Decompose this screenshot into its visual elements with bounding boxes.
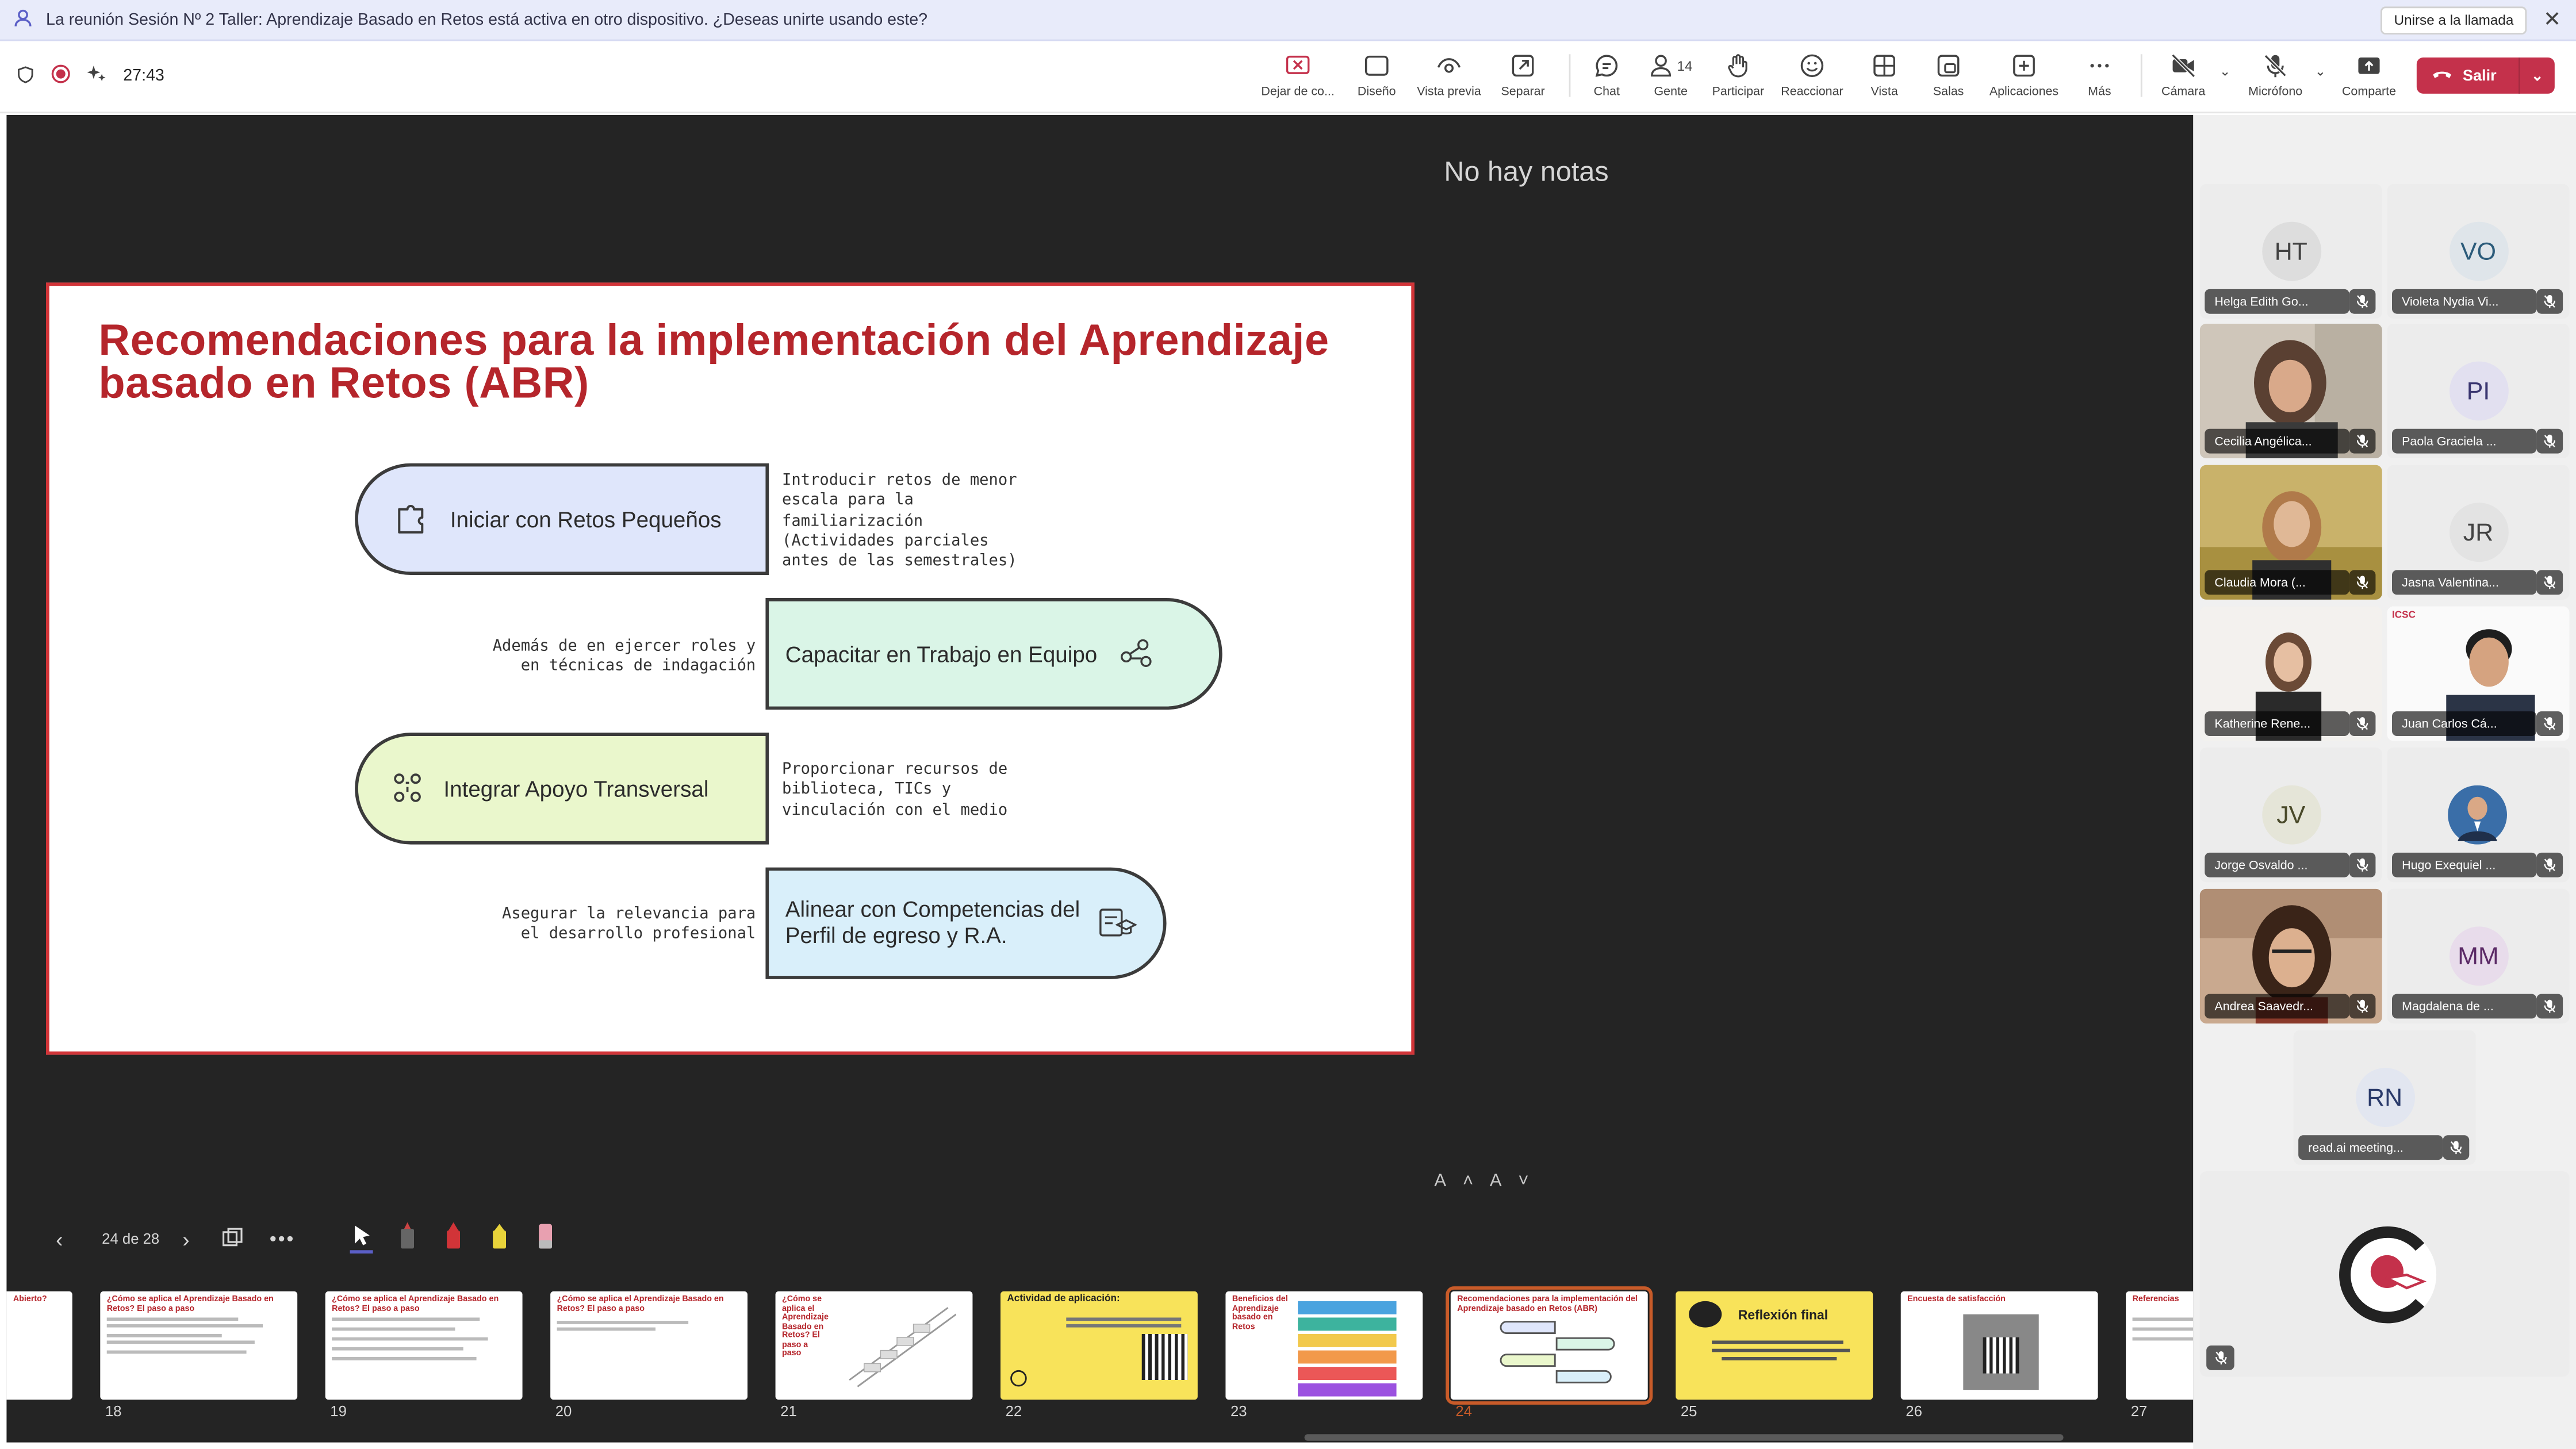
participant-name: Katherine Rene... (2205, 711, 2349, 736)
participant-tile[interactable] (2387, 465, 2569, 600)
pointer-arrow-icon (348, 1221, 375, 1254)
slide-number: 19 (330, 1403, 347, 1420)
view-icon (1871, 52, 1897, 79)
slide-thumbnail[interactable]: ¿Cómo se aplica el Aprendizaje Basado en Retos? El paso a paso (325, 1291, 523, 1400)
slide-thumbnail-strip (6, 1278, 2193, 1443)
toolbar-label: Micrófono (2248, 83, 2303, 99)
apps-icon (2011, 52, 2037, 79)
toolbar-label: Más (2088, 83, 2111, 99)
participants-gallery (2193, 115, 2576, 1449)
step-label: Capacitar en Trabajo en Equipo (785, 641, 1098, 666)
mic-muted-icon (2349, 853, 2376, 877)
tile-badge: ICSC (2392, 611, 2416, 621)
avatar: PI (2449, 362, 2508, 421)
participant-name: Juan Carlos Cá... (2392, 711, 2536, 736)
share-button[interactable] (2323, 49, 2415, 105)
slide-thumbnail[interactable]: Actividad de aplicación: (1000, 1291, 1198, 1400)
meeting-timer: 27:43 (123, 67, 164, 86)
participant-name: Jorge Osvaldo ... (2205, 853, 2349, 877)
mic-muted-icon (2349, 429, 2376, 454)
leave-button[interactable] (2417, 57, 2555, 94)
mic-muted-icon (2349, 994, 2376, 1019)
speaker-notes: No hay notas (1444, 156, 1609, 187)
slide-number: 22 (1005, 1403, 1022, 1420)
participant-name: Claudia Mora (... (2205, 570, 2349, 595)
microphone-options-chevron-icon[interactable]: ⌄ (2314, 64, 2326, 79)
toolbar-label: Gente (1654, 83, 1688, 99)
mic-off-icon (2262, 52, 2288, 79)
previous-slide-chevron-icon[interactable]: ‹ (56, 1226, 63, 1251)
toolbar-label: Vista (1870, 83, 1898, 99)
toolbar-label: Salas (1933, 83, 1964, 99)
stop-sharing-button[interactable] (1252, 49, 1344, 105)
slide-number: 21 (780, 1403, 797, 1420)
avatar: JR (2449, 503, 2508, 562)
slide-thumbnail[interactable]: Abierto? (6, 1291, 72, 1400)
highlighter-button[interactable] (488, 1221, 511, 1255)
slide-thumbnail[interactable]: ¿Cómo se aplica el Aprendizaje Basado en Retos? El paso a paso (550, 1291, 747, 1400)
toolbar-label: Cámara (2161, 83, 2206, 99)
graduate-icon (1098, 903, 1137, 943)
toolbar-label: Aplicaciones (1989, 83, 2059, 99)
camera-off-icon (2170, 52, 2196, 79)
team-icon (1117, 634, 1157, 674)
rooms-icon (1935, 52, 1962, 79)
step-pill (355, 733, 769, 844)
participant-tile[interactable] (2200, 324, 2382, 458)
step-label: Integrar Apoyo Transversal (443, 776, 709, 801)
participant-tile[interactable] (2387, 184, 2569, 319)
pointer-tool-button[interactable] (348, 1221, 375, 1259)
participant-tile[interactable] (2387, 889, 2569, 1023)
step-pill (765, 868, 1166, 979)
mic-muted-icon (2536, 853, 2563, 877)
avatar: JV (2261, 785, 2321, 845)
next-slide-chevron-icon[interactable]: › (182, 1226, 190, 1251)
participant-tile[interactable] (2294, 1030, 2476, 1164)
rejoin-banner (0, 0, 2576, 41)
participant-tile[interactable] (2200, 747, 2382, 882)
avatar: RN (2355, 1068, 2414, 1127)
grid-view-icon[interactable] (222, 1226, 243, 1251)
more-options-icon[interactable]: ••• (269, 1227, 296, 1251)
leave-label: Salir (2462, 66, 2497, 85)
page-indicator: 24 de 28 (102, 1230, 160, 1247)
participant-tile[interactable] (2200, 606, 2382, 741)
slide-thumbnail[interactable]: Referencias (2126, 1291, 2193, 1400)
toolbar-label: Reaccionar (1781, 83, 1843, 99)
font-size-controls[interactable] (1434, 1171, 1545, 1191)
eraser-button[interactable] (534, 1221, 557, 1255)
microphone-button[interactable] (2229, 49, 2321, 105)
step-description: Proporcionar recursos de biblioteca, TICs y vinculación con el medio (782, 760, 1008, 819)
toolbar-label: Separar (1501, 83, 1545, 99)
participant-tile[interactable] (2387, 747, 2569, 882)
participant-name: Paola Graciela ... (2392, 429, 2536, 454)
camera-button[interactable] (2137, 49, 2229, 105)
participant-name: Helga Edith Go... (2205, 289, 2349, 314)
avatar: HT (2261, 222, 2321, 281)
self-avatar-logo (2338, 1224, 2440, 1326)
hand-icon (1725, 52, 1751, 79)
phone-hangup-icon (2432, 67, 2453, 85)
highlighter-icon (488, 1221, 511, 1250)
participant-tile[interactable] (2200, 465, 2382, 600)
mic-muted-icon (2536, 289, 2563, 314)
mic-muted-icon (2536, 711, 2563, 736)
mic-muted-icon (2349, 711, 2376, 736)
layout-icon (1363, 52, 1390, 79)
participant-name: Violeta Nydia Vi... (2392, 289, 2536, 314)
mic-muted-icon (2536, 994, 2563, 1019)
participant-name: Cecilia Angélica... (2205, 429, 2349, 454)
toolbar-label: Comparte (2341, 83, 2397, 99)
zoom-out-text-button[interactable]: A˅ (1489, 1171, 1546, 1191)
zoom-in-text-button[interactable]: A˄ (1434, 1171, 1490, 1191)
participant-tile[interactable] (2387, 606, 2569, 741)
slide-navigation (56, 1222, 295, 1255)
slide-thumbnail[interactable]: Reflexión final (1676, 1291, 1873, 1400)
slide-thumbnail[interactable]: ¿Cómo se aplica el Aprendizaje Basado en Retos? El paso a paso (100, 1291, 297, 1400)
self-view-tile[interactable] (2200, 1171, 2570, 1377)
people-icon (1649, 52, 1676, 79)
laser-pen-icon (396, 1221, 419, 1250)
chat-icon (1593, 52, 1620, 79)
avatar: VO (2449, 222, 2508, 281)
step-label: Iniciar con Retos Pequeños (450, 507, 722, 532)
step-description: Introducir retos de menor escala para la familiarización (Actividades parciales antes de las semestrales) (782, 471, 1017, 570)
shield-icon (17, 65, 34, 88)
toolbar-label: Vista previa (1417, 83, 1481, 99)
slide-thumbnail-selected[interactable]: Recomendaciones para la implementación del Aprendizaje basado en Retos (ABR) (1451, 1291, 1648, 1400)
step-pill (355, 463, 769, 575)
eraser-icon (534, 1221, 557, 1250)
toolbar-label: Dejar de co... (1261, 83, 1335, 99)
mic-muted-icon (2536, 570, 2563, 595)
red-pen-button[interactable] (442, 1221, 465, 1255)
support-people-icon (388, 769, 427, 808)
mic-muted-icon (2443, 1135, 2470, 1160)
join-call-button[interactable]: Unirse a la llamada (2381, 6, 2527, 34)
step-pill (765, 598, 1222, 710)
red-pen-icon (442, 1221, 465, 1250)
participant-name: Magdalena de ... (2392, 994, 2536, 1019)
slide-number: 27 (2130, 1403, 2148, 1420)
current-slide (46, 282, 1414, 1055)
leave-options-chevron-icon[interactable]: ⌄ (2518, 57, 2555, 94)
participant-tile[interactable] (2387, 324, 2569, 458)
step-description: Además de en ejercer roles y en técnicas de indagación (492, 637, 756, 676)
participant-name: read.ai meeting... (2298, 1135, 2443, 1160)
step-label: Alinear con Competencias del Perfil de egreso y R.A. (785, 897, 1080, 948)
participant-name: Andrea Saavedr... (2205, 994, 2349, 1019)
mic-muted-icon (2349, 570, 2376, 595)
toolbar-label: Participar (1712, 83, 1765, 99)
mic-muted-icon (2349, 289, 2376, 314)
stop-share-icon (1285, 52, 1311, 79)
teams-device-icon (13, 7, 33, 32)
participant-name: Hugo Exequiel ... (2392, 853, 2536, 877)
people-count: 14 (1677, 57, 1693, 74)
meeting-toolbar (0, 41, 2576, 113)
slide-thumbnail[interactable]: Encuesta de satisfacción (1901, 1291, 2098, 1400)
camera-options-chevron-icon[interactable]: ⌄ (2220, 64, 2231, 79)
mic-muted-icon (2206, 1346, 2234, 1370)
close-icon[interactable]: ✕ (2543, 6, 2562, 32)
slide-title: Recomendaciones para la implementación del Aprendizaje basado en Retos (ABR) (98, 315, 1329, 408)
step-description: Asegurar la relevancia para el desarrollo profesional (502, 905, 756, 944)
more-icon (2087, 52, 2113, 79)
puzzle-icon (391, 500, 431, 539)
slide-thumbnail[interactable]: Beneficios del Aprendizaje basado en Retos (1225, 1291, 1423, 1400)
slide-number: 20 (555, 1403, 572, 1420)
slide-number: 24 (1455, 1403, 1473, 1420)
slide-thumbnail[interactable]: ¿Cómo se aplica el Aprendizaje Basado en Retos? El paso a paso (776, 1291, 973, 1400)
slide-number: 26 (1906, 1403, 1922, 1420)
emoji-icon (1799, 52, 1826, 79)
avatar-photo (2448, 785, 2507, 845)
popout-icon (1510, 52, 1536, 79)
recording-icon (51, 64, 71, 89)
banner-message: La reunión Sesión Nº 2 Taller: Aprendizaje Basado en Retos está activa en otro dispositivo. ¿Deseas unirte usando este? (46, 10, 928, 29)
share-icon (2356, 52, 2382, 79)
slide-number: 23 (1230, 1403, 1247, 1420)
more-button[interactable] (2053, 49, 2145, 105)
toolbar-label: Diseño (1357, 83, 1396, 99)
slide-number: 25 (1680, 1403, 1697, 1420)
mic-muted-icon (2536, 429, 2563, 454)
avatar: MM (2449, 926, 2508, 986)
toolbar-label: Chat (1593, 83, 1620, 99)
slide-number: 18 (105, 1403, 122, 1420)
participant-tile[interactable] (2200, 889, 2382, 1023)
participant-tile[interactable] (2200, 184, 2382, 319)
thumbnail-scrollbar[interactable] (1305, 1434, 2064, 1440)
popout-button[interactable] (1477, 49, 1569, 105)
laser-pen-button[interactable] (396, 1221, 419, 1255)
eye-icon (1436, 52, 1462, 79)
participant-name: Jasna Valentina... (2392, 570, 2536, 595)
sparkle-icon (87, 64, 106, 89)
